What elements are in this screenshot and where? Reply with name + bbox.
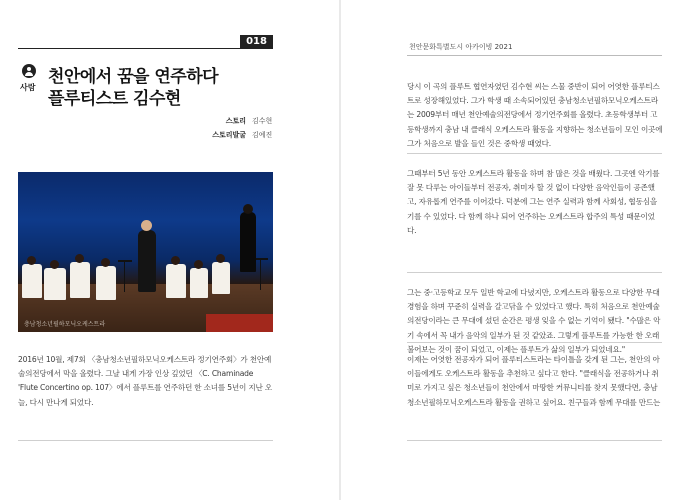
paragraph-divider — [407, 342, 662, 343]
bottom-rule — [18, 440, 273, 441]
credit-role: 스토리발굴 — [212, 131, 246, 139]
paragraph: 그는 중·고등학교 모두 일반 학교에 다녔지만, 오케스트라 활동으로 다양한 무대 경험을 하며 꾸준히 실력을 갈고닦을 수 있었다고 했다. 특히 처음으로 천안예술의전당이라는 큰 무대에 섰던 순간은 평생 잊을 수 없는 기억이 됐다. "수많은 악기 속에서 꼭 내가 음악의 일부가 된 것 같았죠. 그렇게 플루트를 가능한 한 오래 불어보는 것이 꿈이 되었고, 이제는 플루트가 삶의 일부가 되었네요." — [407, 288, 661, 354]
paragraph-divider — [407, 272, 662, 273]
photo-caption: 충남청소년필하모닉오케스트라 — [24, 321, 106, 328]
intro-paragraph: 2016년 10월, 제7회 〈충남청소년필하모닉오케스트라 정기연주회〉가 천안예술의전당에서 막을 올렸다. 그날 내게 가장 인상 깊었던 〈C. Chaminade 'Flute Concertino op. 107〉에서 플루트를 연주하던 한 소녀를 5년이 지난 오늘, 다시 만나게 되었다. — [18, 355, 273, 407]
credit-name: 김예진 — [252, 131, 273, 139]
left-page — [0, 0, 339, 500]
credit-role: 스토리 — [225, 117, 246, 125]
credits — [180, 116, 274, 144]
paragraph: 당시 이 곡의 플루트 협연자였던 김수현 씨는 스물 중반이 되어 어엿한 플루티스트로 성장해있었다. 그가 학생 때 소속되어있던 충남청소년필하모닉오케스트라는 2009부터 매년 천안예술의전당에서 정기연주회를 올렸다. 초등학생부터 고등학생까지 충남 내 클래식 오케스트라 활동을 지향하는 청소년들이 모인 이곳에 그가 처음으로 발을 들인 것은 중학생 때였다. — [407, 82, 663, 148]
credit-story — [180, 116, 274, 126]
paragraph: 이제는 어엿한 전공자가 되어 플루티스트라는 타이틀을 갖게 된 그는, 천안의 아이들에게도 오케스트라 활동을 추천하고 싶다고 한다. "클래식을 전공하거나 취미로 가지고 싶은 청소년들이 천안에서 마땅한 커뮤니티를 찾지 못했다면, 충남청소년필하모닉오케스트라 활동을 권하고 싶어요. 친구들과 함께 무대를 만드는 — [407, 355, 661, 407]
paragraph: 그때부터 5년 동안 오케스트라 활동을 하며 참 많은 것을 배웠다. 그곳엔 악기를 잘 못 다루는 아이들부터 전공자, 취미자 할 것 없이 다양한 음악인들이 공존했고, 자유롭게 연주를 이어갔다. 덕분에 그는 연주 실력과 함께 사회성, 협동심을 기를 수 있었다. 다 함께 하나 되어 연주하는 오케스트라 합주의 특성 때문이었다. — [407, 169, 660, 235]
credit-discovery — [180, 130, 274, 140]
running-head: 천안문화특별도시 아카이빙 2021 — [409, 43, 513, 51]
credit-name: 김수현 — [252, 117, 273, 125]
article-subtitle: 플루티스트 김수현 — [48, 89, 181, 109]
concert-photo — [18, 172, 273, 332]
category-label: 사람 — [20, 83, 36, 92]
right-page — [341, 0, 680, 500]
header-rule — [18, 48, 273, 49]
article-title: 천안에서 꿈을 연주하다 — [48, 67, 219, 87]
paragraph-divider — [407, 153, 662, 154]
header-rule — [407, 55, 662, 56]
bottom-rule — [407, 440, 662, 441]
person-icon — [22, 64, 36, 78]
page-number: 018 — [240, 35, 273, 49]
